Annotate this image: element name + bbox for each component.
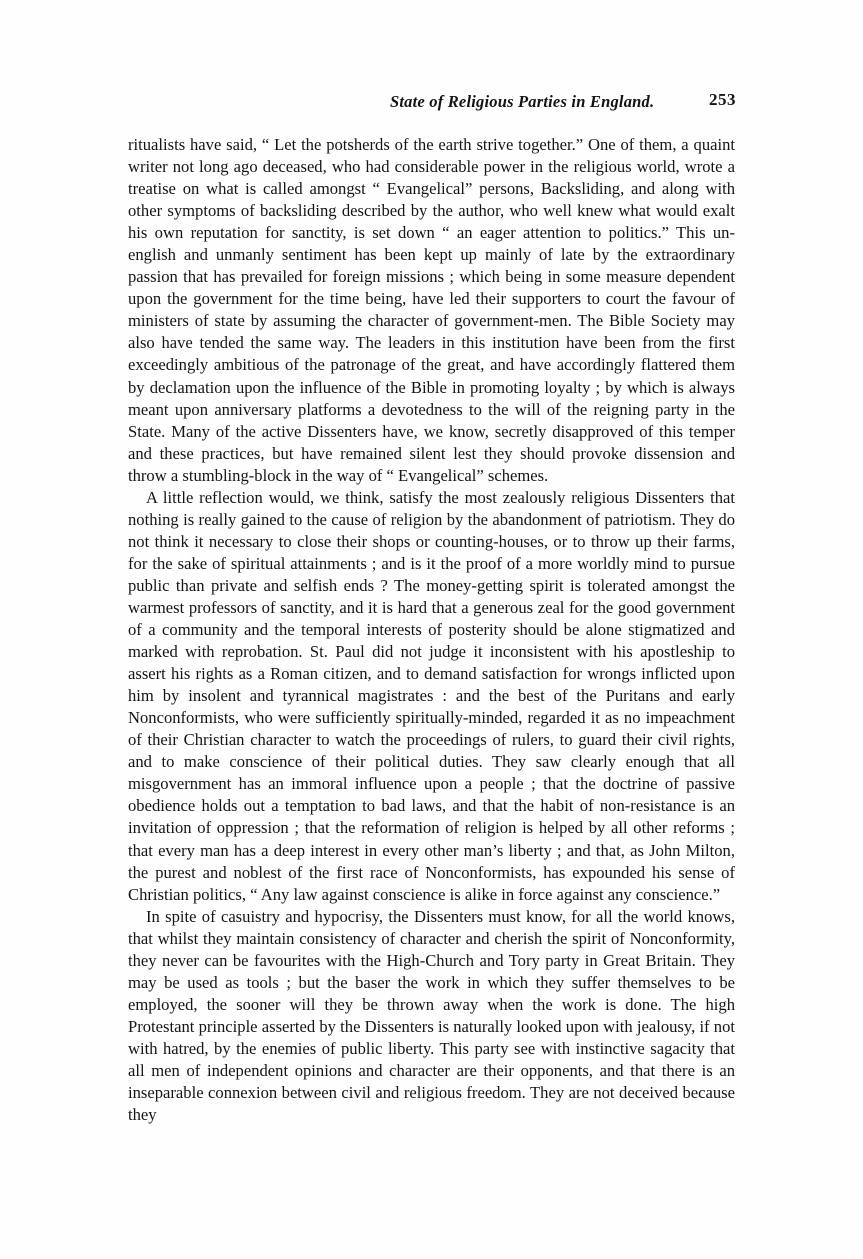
paragraph: ritualists have said, “ Let the potsherds of the earth strive together.” One of them, a quaint writer not long ago deceased, who had considerable power in the religious world, wrote a treatise on what is called amongst “ Evangelical” persons, Backsliding, and along with other symptoms of backsliding described by the author, who well knew what would exalt his own reputation for sanctity, is set down “ an eager attention to politics.” This un-english and unmanly sentiment has been kept up mainly of late by the extraordinary passion that has prevailed for foreign missions ; which being in some measure dependent upon the government for the time being, have led their supporters to court the favour of ministers of state by assuming the character of government-men. The Bible Society may also have tended the same way. The leaders in this institution have been from the first exceedingly ambitious of the patronage of the great, and have accordingly flattered them by declamation upon the influence of the Bible in promoting loyalty ; by which is always meant upon anniversary platforms a devotedness to the will of the reigning party in the State. Many of the active Dissenters have, we know, secretly disapproved of this temper and these practices, but have remained silent lest they should provoke dissension and throw a stumbling-block in the way of “ Evangelical” schemes.: [128, 135, 735, 485]
page-header: [128, 92, 736, 114]
body-text: [128, 134, 735, 1126]
paragraph: A little reflection would, we think, satisfy the most zealously religious Dissenters that nothing is really gained to the cause of religion by the abandonment of patriotism. They do not think it necessary to close their shops or counting-houses, or to throw up their farms, for the sake of spiritual attainments ; and is it the proof of a more worldly mind to pursue public than private and selfish ends ? The money-getting spirit is tolerated amongst the warmest professors of sanctity, and it is hard that a generous zeal for the good government of a community and the temporal interests of posterity should be alone stigmatized and marked with reprobation. St. Paul did not judge it inconsistent with his apostleship to assert his rights as a Roman citizen, and to demand satisfaction for wrongs inflicted upon him by insolent and tyrannical magistrates : and the best of the Puritans and early Nonconformists, who were sufficiently spiritually-minded, regarded it as no impeachment of their Christian character to watch the proceedings of rulers, to guard their civil rights, and to make conscience of their political duties. They saw clearly enough that all misgovernment has an immoral influence upon a people ; that the doctrine of passive obedience holds out a temptation to bad laws, and that the habit of non-resistance is an invitation of oppression ; that the reformation of religion is helped by all other reforms ; that every man has a deep interest in every other man’s liberty ; and that, as John Milton, the purest and noblest of the first race of Nonconformists, has expounded his sense of Christian politics, “ Any law against conscience is alike in force against any conscience.”: [128, 487, 735, 904]
paragraph: In spite of casuistry and hypocrisy, the Dissenters must know, for all the world knows, that whilst they maintain consistency of character and cherish the spirit of Nonconformity, they never can be favourites with the High-Church and Tory party in Great Britain. They may be used as tools ; but the baser the work in which they suffer themselves to be employed, the sooner will they be thrown away when the work is done. The high Protestant principle asserted by the Dissenters is naturally looked upon with jealousy, if not with hatred, by the enemies of public liberty. This party see with instinctive sagacity that all men of independent opinions and character are their opponents, and that there is an inseparable connexion between civil and religious freedom. They are not deceived because they: [128, 906, 735, 1125]
page-number: 253: [709, 90, 736, 109]
running-title: State of Religious Parties in England.: [390, 92, 655, 111]
